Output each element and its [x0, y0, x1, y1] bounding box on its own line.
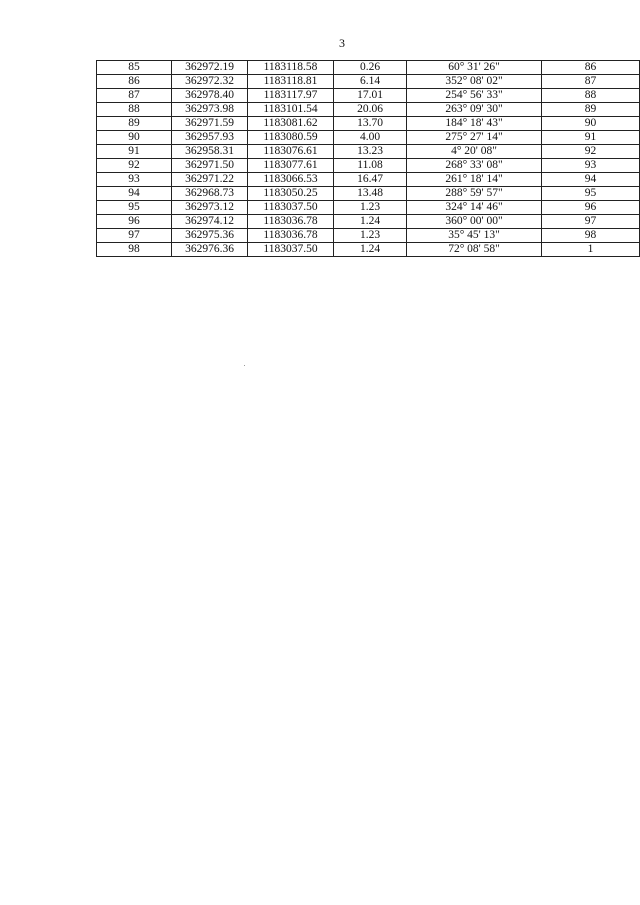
table-row [97, 159, 640, 173]
table-row [97, 75, 640, 89]
next-point-cell: 94 [542, 173, 640, 187]
bearing-cell: 275° 27' 14" [407, 131, 542, 145]
distance-cell: 1.24 [334, 215, 407, 229]
y-coordinate-cell: 1183118.58 [248, 61, 334, 75]
distance-cell: 20.06 [334, 103, 407, 117]
distance-cell: 1.24 [334, 243, 407, 257]
next-point-cell: 90 [542, 117, 640, 131]
distance-cell: 16.47 [334, 173, 407, 187]
point-number-cell: 87 [97, 89, 172, 103]
next-point-cell: 98 [542, 229, 640, 243]
bearing-cell: 288° 59' 57" [407, 187, 542, 201]
next-point-cell: 95 [542, 187, 640, 201]
coordinates-table-body [97, 61, 640, 257]
distance-cell: 13.48 [334, 187, 407, 201]
coordinates-table [96, 60, 640, 257]
y-coordinate-cell: 1183117.97 [248, 89, 334, 103]
x-coordinate-cell: 362978.40 [172, 89, 248, 103]
bearing-cell: 324° 14' 46" [407, 201, 542, 215]
table-row [97, 187, 640, 201]
table-row [97, 201, 640, 215]
next-point-cell: 87 [542, 75, 640, 89]
point-number-cell: 96 [97, 215, 172, 229]
next-point-cell: 89 [542, 103, 640, 117]
bearing-cell: 263° 09' 30" [407, 103, 542, 117]
distance-cell: 0.26 [334, 61, 407, 75]
bearing-cell: 268° 33' 08" [407, 159, 542, 173]
distance-cell: 1.23 [334, 229, 407, 243]
x-coordinate-cell: 362957.93 [172, 131, 248, 145]
bearing-cell: 254° 56' 33" [407, 89, 542, 103]
table-row [97, 215, 640, 229]
x-coordinate-cell: 362972.32 [172, 75, 248, 89]
point-number-cell: 97 [97, 229, 172, 243]
scan-speck [244, 365, 245, 366]
point-number-cell: 98 [97, 243, 172, 257]
x-coordinate-cell: 362958.31 [172, 145, 248, 159]
table-row [97, 173, 640, 187]
y-coordinate-cell: 1183066.53 [248, 173, 334, 187]
y-coordinate-cell: 1183076.61 [248, 145, 334, 159]
table-row [97, 131, 640, 145]
page-number: 3 [339, 36, 345, 50]
point-number-cell: 93 [97, 173, 172, 187]
bearing-cell: 60° 31' 26" [407, 61, 542, 75]
y-coordinate-cell: 1183036.78 [248, 215, 334, 229]
next-point-cell: 1 [542, 243, 640, 257]
point-number-cell: 91 [97, 145, 172, 159]
bearing-cell: 352° 08' 02" [407, 75, 542, 89]
y-coordinate-cell: 1183050.25 [248, 187, 334, 201]
y-coordinate-cell: 1183081.62 [248, 117, 334, 131]
y-coordinate-cell: 1183037.50 [248, 201, 334, 215]
next-point-cell: 86 [542, 61, 640, 75]
distance-cell: 1.23 [334, 201, 407, 215]
bearing-cell: 184° 18' 43" [407, 117, 542, 131]
bearing-cell: 35° 45' 13" [407, 229, 542, 243]
next-point-cell: 93 [542, 159, 640, 173]
table-row [97, 117, 640, 131]
distance-cell: 13.23 [334, 145, 407, 159]
y-coordinate-cell: 1183101.54 [248, 103, 334, 117]
x-coordinate-cell: 362971.50 [172, 159, 248, 173]
point-number-cell: 94 [97, 187, 172, 201]
table-row [97, 61, 640, 75]
next-point-cell: 92 [542, 145, 640, 159]
point-number-cell: 90 [97, 131, 172, 145]
y-coordinate-cell: 1183080.59 [248, 131, 334, 145]
point-number-cell: 88 [97, 103, 172, 117]
next-point-cell: 91 [542, 131, 640, 145]
point-number-cell: 86 [97, 75, 172, 89]
x-coordinate-cell: 362974.12 [172, 215, 248, 229]
point-number-cell: 89 [97, 117, 172, 131]
x-coordinate-cell: 362971.59 [172, 117, 248, 131]
next-point-cell: 88 [542, 89, 640, 103]
y-coordinate-cell: 1183037.50 [248, 243, 334, 257]
table-row [97, 103, 640, 117]
bearing-cell: 4° 20' 08" [407, 145, 542, 159]
y-coordinate-cell: 1183036.78 [248, 229, 334, 243]
point-number-cell: 92 [97, 159, 172, 173]
bearing-cell: 72° 08' 58" [407, 243, 542, 257]
table-row [97, 89, 640, 103]
table-row [97, 229, 640, 243]
x-coordinate-cell: 362973.12 [172, 201, 248, 215]
table-row [97, 243, 640, 257]
bearing-cell: 261° 18' 14" [407, 173, 542, 187]
x-coordinate-cell: 362976.36 [172, 243, 248, 257]
x-coordinate-cell: 362971.22 [172, 173, 248, 187]
x-coordinate-cell: 362973.98 [172, 103, 248, 117]
table-row [97, 145, 640, 159]
distance-cell: 4.00 [334, 131, 407, 145]
distance-cell: 13.70 [334, 117, 407, 131]
y-coordinate-cell: 1183118.81 [248, 75, 334, 89]
y-coordinate-cell: 1183077.61 [248, 159, 334, 173]
point-number-cell: 85 [97, 61, 172, 75]
next-point-cell: 96 [542, 201, 640, 215]
bearing-cell: 360° 00' 00" [407, 215, 542, 229]
x-coordinate-cell: 362972.19 [172, 61, 248, 75]
x-coordinate-cell: 362968.73 [172, 187, 248, 201]
distance-cell: 6.14 [334, 75, 407, 89]
point-number-cell: 95 [97, 201, 172, 215]
next-point-cell: 97 [542, 215, 640, 229]
distance-cell: 17.01 [334, 89, 407, 103]
x-coordinate-cell: 362975.36 [172, 229, 248, 243]
distance-cell: 11.08 [334, 159, 407, 173]
